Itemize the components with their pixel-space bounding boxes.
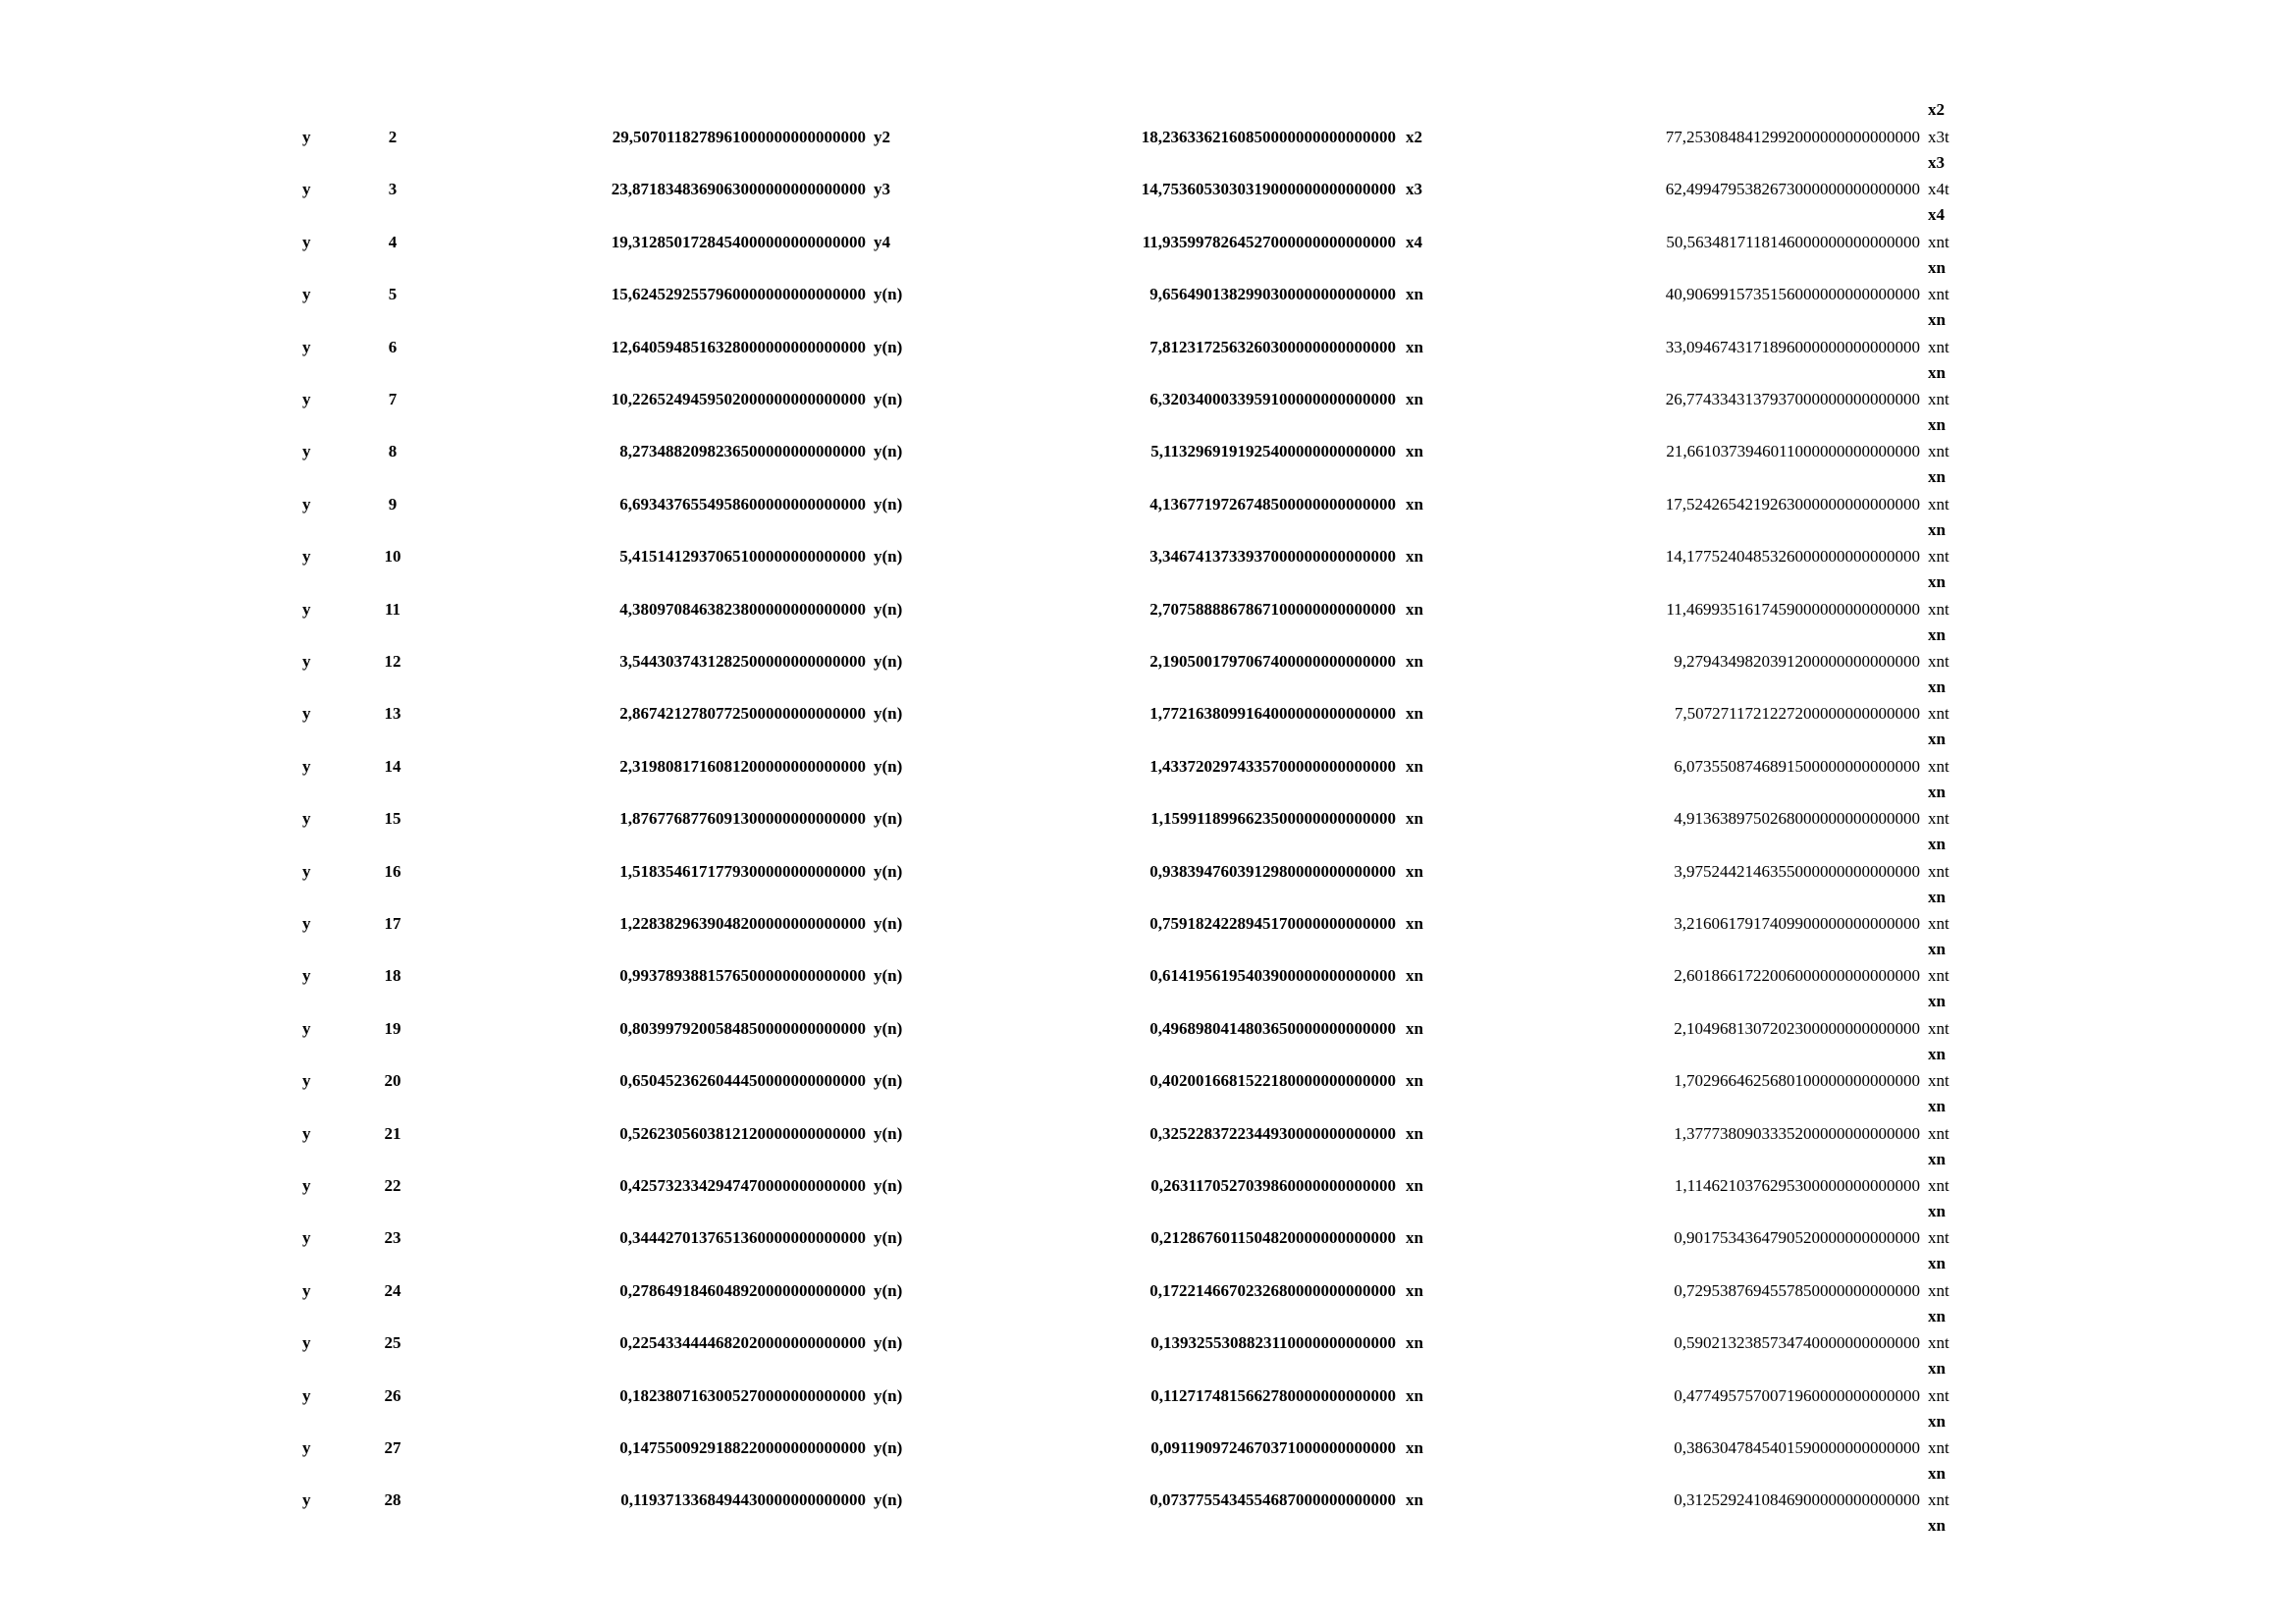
y-value: 0,4257323342947470000000000000 bbox=[619, 1176, 866, 1195]
xt-value: 1,3777380903335200000000000000 bbox=[1674, 1123, 1920, 1143]
xt-value: 3,9752442146355000000000000000 bbox=[1674, 861, 1920, 881]
x-value: 1,7721638099164000000000000000 bbox=[1149, 704, 1396, 724]
y-label: y2 bbox=[874, 128, 890, 146]
xt-value: 77,2530848412992000000000000000 bbox=[1665, 128, 1920, 146]
row-tag: xn bbox=[1928, 782, 1946, 801]
xt-label: xnt bbox=[1928, 1018, 1949, 1038]
x-value: 3,3467413733937000000000000000 bbox=[1149, 547, 1396, 567]
y-value: 1,8767768776091300000000000000 bbox=[619, 809, 866, 829]
x-value: 11,9359978264527000000000000000 bbox=[1142, 232, 1396, 251]
y-value: 0,9937893881576500000000000000 bbox=[619, 966, 866, 986]
row-label-y: y bbox=[302, 914, 311, 933]
xt-value: 26,7743343137937000000000000000 bbox=[1665, 390, 1920, 408]
x-label: xn bbox=[1406, 390, 1423, 408]
row-tag: xn bbox=[1928, 992, 1946, 1011]
x-label: x4 bbox=[1406, 232, 1422, 251]
x-value: 0,3252283722344930000000000000 bbox=[1149, 1123, 1396, 1143]
row-index: 10 bbox=[384, 547, 401, 567]
xt-label: xnt bbox=[1928, 1176, 1949, 1195]
y-label: y(n) bbox=[874, 1280, 903, 1300]
x-label: xn bbox=[1406, 756, 1423, 776]
y-label: y(n) bbox=[874, 1228, 903, 1248]
table-row bbox=[0, 1018, 2296, 1063]
table-row bbox=[0, 1228, 2296, 1273]
xt-label: xnt bbox=[1928, 232, 1949, 251]
x-label: x3 bbox=[1406, 180, 1422, 199]
row-label-y: y bbox=[302, 1333, 311, 1353]
x-value: 0,4020016681522180000000000000 bbox=[1149, 1071, 1396, 1091]
xt-value: 33,0946743171896000000000000000 bbox=[1665, 337, 1920, 356]
row-label-y: y bbox=[302, 1490, 311, 1510]
row-index: 21 bbox=[384, 1123, 401, 1143]
x-value: 0,4968980414803650000000000000 bbox=[1149, 1018, 1396, 1038]
table-row bbox=[0, 128, 2296, 172]
y-value: 0,1193713368494430000000000000 bbox=[620, 1490, 866, 1510]
x-label: xn bbox=[1406, 442, 1423, 461]
table-row bbox=[0, 442, 2296, 487]
xt-label: x4t bbox=[1928, 180, 1949, 199]
xt-label: xnt bbox=[1928, 704, 1949, 724]
x-label: xn bbox=[1406, 1438, 1423, 1457]
row-tag: xn bbox=[1928, 519, 1946, 539]
row-label-y: y bbox=[302, 599, 311, 619]
xt-value: 2,1049681307202300000000000000 bbox=[1674, 1018, 1920, 1038]
x-label: xn bbox=[1406, 652, 1423, 671]
row-tag: xn bbox=[1928, 310, 1946, 330]
row-tag: xn bbox=[1928, 835, 1946, 854]
x-value: 2,7075888867867100000000000000 bbox=[1149, 599, 1396, 619]
y-value: 5,4151412937065100000000000000 bbox=[619, 547, 866, 567]
xt-label: xnt bbox=[1928, 652, 1949, 671]
row-index: 27 bbox=[384, 1438, 401, 1457]
row-index: 26 bbox=[384, 1385, 401, 1405]
y-value: 15,6245292557960000000000000000 bbox=[611, 285, 866, 304]
xt-value: 0,9017534364790520000000000000 bbox=[1674, 1228, 1920, 1248]
row-tag: xn bbox=[1928, 1202, 1946, 1220]
row-index: 3 bbox=[388, 180, 398, 199]
xt-label: x3t bbox=[1928, 128, 1949, 146]
y-label: y(n) bbox=[874, 861, 903, 881]
x-label: xn bbox=[1406, 809, 1423, 829]
y-label: y(n) bbox=[874, 914, 903, 933]
x-label: xn bbox=[1406, 1228, 1423, 1248]
row-index: 19 bbox=[384, 1018, 401, 1038]
xt-label: xnt bbox=[1928, 337, 1949, 356]
x-value: 14,7536053030319000000000000000 bbox=[1141, 180, 1396, 199]
y-label: y(n) bbox=[874, 1176, 903, 1195]
row-tag: xn bbox=[1928, 467, 1946, 487]
xt-label: xnt bbox=[1928, 599, 1949, 619]
row-tag: xn bbox=[1928, 1149, 1946, 1168]
row-index: 28 bbox=[384, 1490, 401, 1510]
row-tag: xn bbox=[1928, 940, 1946, 958]
row-tag: xn bbox=[1928, 624, 1946, 644]
x-value: 7,8123172563260300000000000000 bbox=[1149, 337, 1396, 356]
y-value: 0,6504523626044450000000000000 bbox=[619, 1071, 866, 1091]
row-index: 25 bbox=[384, 1333, 401, 1353]
row-label-y: y bbox=[302, 180, 311, 199]
xt-label: xnt bbox=[1928, 285, 1949, 304]
table-row bbox=[0, 180, 2296, 225]
y-value: 0,1475500929188220000000000000 bbox=[619, 1438, 866, 1457]
row-label-y: y bbox=[302, 809, 311, 829]
row-label-y: y bbox=[302, 756, 311, 776]
x-value: 0,9383947603912980000000000000 bbox=[1149, 861, 1396, 881]
x-label: xn bbox=[1406, 285, 1423, 304]
row-label-y: y bbox=[302, 494, 311, 514]
x-value: 0,6141956195403900000000000000 bbox=[1149, 966, 1396, 986]
xt-value: 21,6610373946011000000000000000 bbox=[1666, 442, 1920, 461]
table-row bbox=[0, 285, 2296, 330]
y-label: y(n) bbox=[874, 337, 903, 356]
xt-value: 0,5902132385734740000000000000 bbox=[1674, 1333, 1920, 1353]
row-index: 12 bbox=[384, 652, 401, 671]
y-label: y(n) bbox=[874, 1018, 903, 1038]
table-row bbox=[0, 652, 2296, 696]
x-value: 5,1132969191925400000000000000 bbox=[1150, 442, 1396, 461]
row-label-y: y bbox=[302, 1385, 311, 1405]
row-label-y: y bbox=[302, 1018, 311, 1038]
y-label: y(n) bbox=[874, 1333, 903, 1353]
row-index: 7 bbox=[388, 390, 398, 408]
y-value: 1,5183546171779300000000000000 bbox=[619, 861, 866, 881]
x-label: xn bbox=[1406, 337, 1423, 356]
y-value: 10,2265249459502000000000000000 bbox=[611, 390, 866, 408]
y-value: 19,3128501728454000000000000000 bbox=[611, 232, 866, 251]
x-label: xn bbox=[1406, 704, 1423, 724]
x-value: 0,2128676011504820000000000000 bbox=[1150, 1228, 1396, 1248]
x-value: 0,1127174815662780000000000000 bbox=[1150, 1385, 1396, 1405]
y-value: 23,8718348369063000000000000000 bbox=[611, 180, 866, 199]
row-tag: xn bbox=[1928, 1359, 1946, 1379]
xt-value: 40,9069915735156000000000000000 bbox=[1665, 285, 1920, 304]
y-value: 3,5443037431282500000000000000 bbox=[619, 652, 866, 671]
row-tag: xn bbox=[1928, 362, 1946, 382]
xt-label: xnt bbox=[1928, 1280, 1949, 1300]
y-value: 0,8039979200584850000000000000 bbox=[619, 1018, 866, 1038]
xt-value: 0,4774957570071960000000000000 bbox=[1674, 1385, 1920, 1405]
y-value: 1,2283829639048200000000000000 bbox=[619, 914, 866, 933]
row-tag: xn bbox=[1928, 572, 1946, 592]
row-tag: x4 bbox=[1928, 205, 1945, 225]
x-label: xn bbox=[1406, 861, 1423, 881]
x-value: 0,2631170527039860000000000000 bbox=[1150, 1176, 1396, 1195]
table-row bbox=[0, 1071, 2296, 1116]
table-row bbox=[0, 337, 2296, 382]
row-label-y: y bbox=[302, 442, 311, 461]
xt-label: xnt bbox=[1928, 1228, 1949, 1248]
x-value: 4,1367719726748500000000000000 bbox=[1149, 494, 1396, 514]
xt-label: xnt bbox=[1928, 442, 1949, 461]
table-row bbox=[0, 1385, 2296, 1431]
row-label-y: y bbox=[302, 966, 311, 986]
table-row bbox=[0, 232, 2296, 277]
table-row bbox=[0, 1176, 2296, 1220]
y-value: 29,5070118278961000000000000000 bbox=[612, 128, 866, 146]
row-index: 24 bbox=[384, 1280, 401, 1300]
xt-label: xnt bbox=[1928, 547, 1949, 567]
y-label: y(n) bbox=[874, 966, 903, 986]
xt-label: xnt bbox=[1928, 1438, 1949, 1457]
table-row bbox=[0, 1438, 2296, 1483]
x-value: 1,4337202974335700000000000000 bbox=[1149, 756, 1396, 776]
y-label: y(n) bbox=[874, 442, 903, 461]
x-label: xn bbox=[1406, 1123, 1423, 1143]
x-value: 1,1599118996623500000000000000 bbox=[1150, 809, 1396, 829]
row-label-y: y bbox=[302, 128, 311, 146]
row-index: 18 bbox=[384, 966, 401, 986]
y-label: y(n) bbox=[874, 704, 903, 724]
row-label-y: y bbox=[302, 1438, 311, 1457]
xt-label: xnt bbox=[1928, 1071, 1949, 1091]
row-index: 6 bbox=[388, 337, 398, 356]
x-value: 0,0911909724670371000000000000 bbox=[1150, 1438, 1396, 1457]
x-label: xn bbox=[1406, 1333, 1423, 1353]
table-row bbox=[0, 599, 2296, 644]
row-index: 22 bbox=[384, 1176, 401, 1195]
row-index: 14 bbox=[384, 756, 401, 776]
x-label: xn bbox=[1406, 494, 1423, 514]
x-label: xn bbox=[1406, 1280, 1423, 1300]
y-value: 0,5262305603812120000000000000 bbox=[619, 1123, 866, 1143]
xt-label: xnt bbox=[1928, 1333, 1949, 1353]
y-label: y(n) bbox=[874, 1490, 903, 1510]
x-label: xn bbox=[1406, 599, 1423, 619]
y-label: y(n) bbox=[874, 599, 903, 619]
y-label: y(n) bbox=[874, 1385, 903, 1405]
row-index: 16 bbox=[384, 861, 401, 881]
row-index: 23 bbox=[384, 1228, 401, 1248]
x-value: 6,3203400033959100000000000000 bbox=[1149, 390, 1396, 408]
row-tag: xn bbox=[1928, 1464, 1946, 1483]
row-label-y: y bbox=[302, 861, 311, 881]
y-value: 6,6934376554958600000000000000 bbox=[619, 494, 866, 514]
xt-label: xnt bbox=[1928, 390, 1949, 408]
x-label: xn bbox=[1406, 1018, 1423, 1038]
y-label: y(n) bbox=[874, 756, 903, 776]
x-value: 9,6564901382990300000000000000 bbox=[1149, 285, 1396, 304]
y-value: 0,2786491846048920000000000000 bbox=[619, 1280, 866, 1300]
table-row bbox=[0, 1333, 2296, 1379]
row-label-y: y bbox=[302, 1228, 311, 1248]
x-label: x2 bbox=[1406, 128, 1422, 146]
y-label: y3 bbox=[874, 180, 890, 199]
y-value: 8,2734882098236500000000000000 bbox=[619, 442, 866, 461]
xt-value: 50,5634817118146000000000000000 bbox=[1666, 232, 1920, 251]
x-value: 0,1393255308823110000000000000 bbox=[1150, 1333, 1396, 1353]
row-label-y: y bbox=[302, 704, 311, 724]
xt-label: xnt bbox=[1928, 494, 1949, 514]
table-row bbox=[0, 966, 2296, 1011]
xt-value: 2,6018661722006000000000000000 bbox=[1674, 966, 1920, 986]
y-label: y(n) bbox=[874, 1071, 903, 1091]
xt-label: xnt bbox=[1928, 966, 1949, 986]
header-tag: x2 bbox=[1928, 100, 1945, 119]
x-value: 0,0737755434554687000000000000 bbox=[1149, 1490, 1396, 1510]
row-label-y: y bbox=[302, 1280, 311, 1300]
xt-label: xnt bbox=[1928, 914, 1949, 933]
x-label: xn bbox=[1406, 914, 1423, 933]
row-tag: xn bbox=[1928, 1044, 1946, 1063]
x-label: xn bbox=[1406, 1385, 1423, 1405]
row-index: 11 bbox=[384, 599, 401, 619]
row-index: 5 bbox=[388, 285, 398, 304]
y-value: 2,8674212780772500000000000000 bbox=[619, 704, 866, 724]
y-label: y(n) bbox=[874, 285, 903, 304]
row-tag: xn bbox=[1928, 677, 1946, 696]
xt-label: xnt bbox=[1928, 1385, 1949, 1405]
table-row bbox=[0, 390, 2296, 434]
row-label-y: y bbox=[302, 232, 311, 251]
y-label: y(n) bbox=[874, 390, 903, 408]
row-index: 4 bbox=[388, 232, 398, 251]
xt-value: 11,4699351617459000000000000000 bbox=[1666, 599, 1920, 619]
x-label: xn bbox=[1406, 547, 1423, 567]
xt-value: 6,0735508746891500000000000000 bbox=[1674, 756, 1920, 776]
table-row bbox=[0, 861, 2296, 906]
y-value: 4,3809708463823800000000000000 bbox=[619, 599, 866, 619]
row-tag: xn bbox=[1928, 887, 1946, 906]
row-index: 20 bbox=[384, 1071, 401, 1091]
y-label: y4 bbox=[874, 232, 890, 251]
row-index: 9 bbox=[388, 494, 398, 514]
xt-label: xnt bbox=[1928, 861, 1949, 881]
y-value: 0,1823807163005270000000000000 bbox=[619, 1385, 866, 1405]
table-row bbox=[0, 1490, 2296, 1536]
row-index: 13 bbox=[384, 704, 401, 724]
y-label: y(n) bbox=[874, 652, 903, 671]
row-index: 2 bbox=[388, 128, 398, 146]
x-label: xn bbox=[1406, 1071, 1423, 1091]
table-row bbox=[0, 547, 2296, 592]
xt-value: 14,1775240485326000000000000000 bbox=[1665, 547, 1920, 567]
table-row bbox=[0, 1123, 2296, 1168]
xt-value: 62,4994795382673000000000000000 bbox=[1665, 180, 1920, 199]
x-label: xn bbox=[1406, 1490, 1423, 1510]
y-label: y(n) bbox=[874, 809, 903, 829]
xt-value: 4,9136389750268000000000000000 bbox=[1674, 809, 1920, 829]
row-tag: xn bbox=[1928, 730, 1946, 749]
row-tag: xn bbox=[1928, 1254, 1946, 1273]
xt-label: xnt bbox=[1928, 756, 1949, 776]
xt-label: xnt bbox=[1928, 1490, 1949, 1510]
row-label-y: y bbox=[302, 1071, 311, 1091]
row-label-y: y bbox=[302, 652, 311, 671]
y-value: 0,3444270137651360000000000000 bbox=[619, 1228, 866, 1248]
row-tag: xn bbox=[1928, 1516, 1946, 1536]
y-label: y(n) bbox=[874, 547, 903, 567]
row-index: 17 bbox=[384, 914, 401, 933]
x-label: xn bbox=[1406, 966, 1423, 986]
row-label-y: y bbox=[302, 390, 311, 408]
table-row bbox=[0, 914, 2296, 958]
row-label-y: y bbox=[302, 1123, 311, 1143]
xt-value: 0,3863047845401590000000000000 bbox=[1674, 1438, 1920, 1457]
row-index: 8 bbox=[388, 442, 398, 461]
row-tag: xn bbox=[1928, 1411, 1946, 1431]
x-label: xn bbox=[1406, 1176, 1423, 1195]
row-tag: xn bbox=[1928, 1306, 1946, 1325]
xt-value: 0,3125292410846900000000000000 bbox=[1674, 1490, 1920, 1510]
xt-value: 1,1146210376295300000000000000 bbox=[1674, 1176, 1920, 1195]
xt-value: 17,5242654219263000000000000000 bbox=[1665, 494, 1920, 514]
row-tag: xn bbox=[1928, 415, 1946, 434]
row-label-y: y bbox=[302, 1176, 311, 1195]
row-tag: xn bbox=[1928, 257, 1946, 277]
xt-label: xnt bbox=[1928, 809, 1949, 829]
x-value: 0,7591824228945170000000000000 bbox=[1149, 914, 1396, 933]
table-row bbox=[0, 809, 2296, 854]
y-value: 0,2254334444682020000000000000 bbox=[619, 1333, 866, 1353]
row-label-y: y bbox=[302, 547, 311, 567]
xt-value: 1,7029664625680100000000000000 bbox=[1674, 1071, 1920, 1091]
x-value: 18,2363362160850000000000000000 bbox=[1141, 128, 1396, 146]
y-value: 12,6405948516328000000000000000 bbox=[611, 337, 866, 356]
y-value: 2,3198081716081200000000000000 bbox=[619, 756, 866, 776]
row-index: 15 bbox=[384, 809, 401, 829]
x-value: 0,1722146670232680000000000000 bbox=[1149, 1280, 1396, 1300]
xt-value: 3,2160617917409900000000000000 bbox=[1674, 914, 1920, 933]
table-row bbox=[0, 494, 2296, 539]
table-row bbox=[0, 704, 2296, 749]
xt-value: 9,2794349820391200000000000000 bbox=[1674, 652, 1920, 671]
row-tag: x3 bbox=[1928, 153, 1945, 172]
xt-value: 7,5072711721227200000000000000 bbox=[1674, 704, 1920, 724]
y-label: y(n) bbox=[874, 1438, 903, 1457]
y-label: y(n) bbox=[874, 1123, 903, 1143]
x-value: 2,1905001797067400000000000000 bbox=[1149, 652, 1396, 671]
xt-value: 0,7295387694557850000000000000 bbox=[1674, 1280, 1920, 1300]
row-tag: xn bbox=[1928, 1097, 1946, 1116]
table-row bbox=[0, 1280, 2296, 1325]
row-label-y: y bbox=[302, 337, 311, 356]
table-row bbox=[0, 756, 2296, 801]
y-label: y(n) bbox=[874, 494, 903, 514]
row-label-y: y bbox=[302, 285, 311, 304]
xt-label: xnt bbox=[1928, 1123, 1949, 1143]
